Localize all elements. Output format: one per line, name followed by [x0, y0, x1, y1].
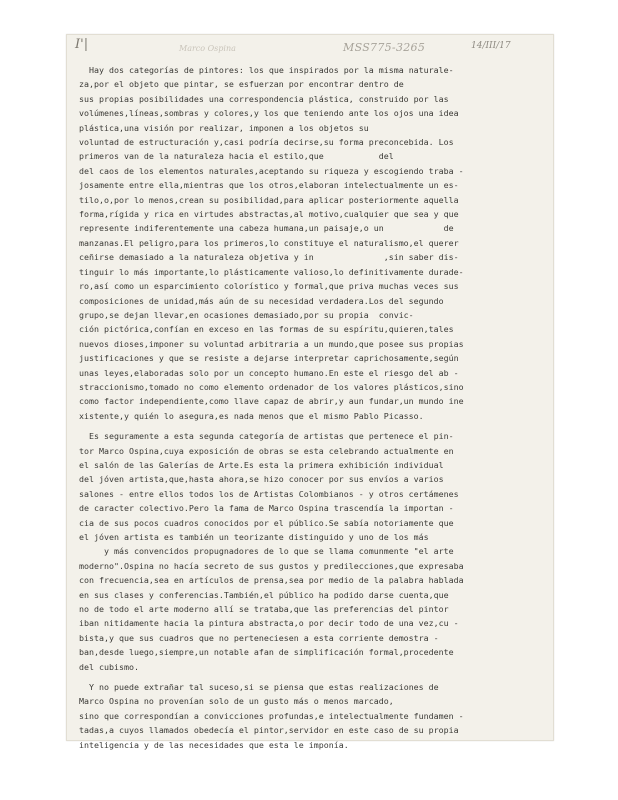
text-line: justificaciones y que se resiste a dejarse interpretar caprichosamente,según — [79, 353, 459, 364]
text-line: straccionismo,tomado no como elemento ordenador de los valores plásticos,sino — [79, 381, 464, 392]
text-line: de caracter colectivo.Pero la fama de Marco Ospina trascendía la importan - — [79, 503, 454, 514]
text-line: ceñirse demasiado a la naturaleza objetiva y in ,sin saber dis- — [79, 252, 459, 263]
text-line: sino que correspondían a convicciones profundas,e intelectualmente fundamen - — [79, 710, 464, 721]
text-line: unas leyes,elaboradas solo por un concepto humano.En este el riesgo del ab - — [79, 367, 459, 378]
text-line: voluntad de estructuración y,casi podría decirse,su forma preconcebida. Los — [79, 137, 454, 148]
text-line: composiciones de unidad,más aún de su necesidad verdadera.Los del segundo — [79, 295, 444, 306]
text-line: plástica,una visión por realizar, imponen a los objetos su — [79, 122, 369, 133]
text-line: grupo,se dejan llevar,en ocasiones demasiado,por su propia convic- — [79, 309, 414, 320]
text-line: za,por el objeto que pintar, se esfuerzan por encontrar dentro de — [79, 79, 404, 90]
archive-id: MSS775-3265 — [343, 41, 426, 54]
text-line: iban nitidamente hacia la pintura abstracta,o por decir todo de una vez,cu - — [79, 618, 459, 629]
text-line: tinguir lo más importante,lo plásticamente valioso,lo definitivamente durade- — [79, 266, 464, 277]
text-line: del cubismo. — [79, 661, 139, 672]
text-line: tor Marco Ospina,cuya exposición de obras se esta celebrando actualmente en — [79, 445, 454, 456]
typed-page — [66, 34, 554, 750]
text-line: en sus clases y conferencias.También,el público ha podido darse cuenta,que — [79, 589, 449, 600]
text-line: como factor independiente,como llave capaz de abrir,y aun fundar,un mundo ine — [79, 396, 464, 407]
text-line: forma,rígida y rica en virtudes abstractas,al motivo,cualquier que sea y que — [79, 209, 459, 220]
handwritten-mark: I'| — [75, 37, 89, 52]
text-line: represente indiferentemente una cabeza humana,un paisaje,o un de — [79, 223, 454, 234]
text-line: y más convencidos propugnadores de lo que se llama comunmente "el arte — [79, 546, 454, 557]
text-line: el salón de las Galerías de Arte.Es esta la primera exhibición individual — [79, 459, 444, 470]
text-line: moderno".Ospina no hacía secreto de sus gustos y predilecciones,que expresaba — [79, 560, 464, 571]
text-line: manzanas.El peligro,para los primeros,lo constituye el naturalismo,el querer — [79, 237, 459, 248]
faint-note: Marco Ospina — [179, 44, 236, 53]
text-line: ción pictórica,confían en exceso en las formas de su espíritu,quieren,tales — [79, 324, 454, 335]
text-line: sus propias posibilidades una correspondencia plástica, construido por las — [79, 93, 449, 104]
text-line: primeros van de la naturaleza hacia el estilo,que del — [79, 151, 394, 162]
text-line: nuevos dioses,imponer su voluntad arbitraria a un mundo,que posee sus propias — [79, 338, 464, 349]
text-line: volúmenes,líneas,sombras y colores,y los que teniendo ante los ojos una idea — [79, 108, 459, 119]
text-line: ro,así como un esparcimiento colorístico y formal,que priva muchas veces sus — [79, 281, 459, 292]
text-line: Hay dos categorías de pintores: los que inspirados por la misma naturale- — [89, 65, 454, 75]
text-line: del caos de los elementos naturales,aceptando su riqueza y escogiendo traba - — [79, 165, 464, 176]
text-line: ban,desde luego,siempre,un notable afan de simplificación formal,procedente — [79, 647, 454, 658]
text-line: tadas,a cuyos llamados obedecía el pintor,servidor en este caso de su propia — [79, 725, 459, 736]
text-line: del jóven artista,que,hasta ahora,se hizo conocer por sus envíos a varios — [79, 474, 444, 485]
text-line: salones - entre ellos todos los de Artistas Colombianos - y otros certámenes — [79, 488, 459, 499]
text-line: xistente,y quién lo asegura,es nada menos que el mismo Pablo Picasso. — [79, 410, 424, 421]
text-line: cia de sus pocos cuadros conocidos por el público.Se sabía notoriamente que — [79, 517, 454, 528]
text-line: josamente entre ella,mientras que los otros,elaboran intelectualmente un es- — [79, 180, 459, 191]
text-line: Es seguramente a esta segunda categoría de artistas que pertenece el pin- — [89, 431, 454, 442]
text-line: tilo,o,por lo menos,crean su posibilidad,para aplicar posteriormente aquella — [79, 194, 459, 205]
typed-text — [79, 63, 541, 752]
text-line: Marco Ospina no provenían solo de un gusto más o menos marcado, — [79, 696, 394, 707]
text-line: con frecuencia,sea en artículos de prensa,sea por medio de la palabra hablada — [79, 575, 464, 586]
text-line: bista,y que sus cuadros que no perteneciesen a esta corriente demostra - — [79, 632, 439, 643]
text-line: no de todo el arte moderno allí se trataba,que las preferencias del pintor — [79, 604, 449, 615]
text-line: el jóven artista es también un teorizante distinguido y uno de los más — [79, 532, 429, 542]
text-line: Y no puede extrañar tal suceso,si se piensa que estas realizaciones de — [89, 682, 439, 693]
archive-date: 14/III/17 — [471, 41, 511, 51]
text-line: inteligencia y de las necesidades que esta le imponía. — [79, 739, 349, 750]
